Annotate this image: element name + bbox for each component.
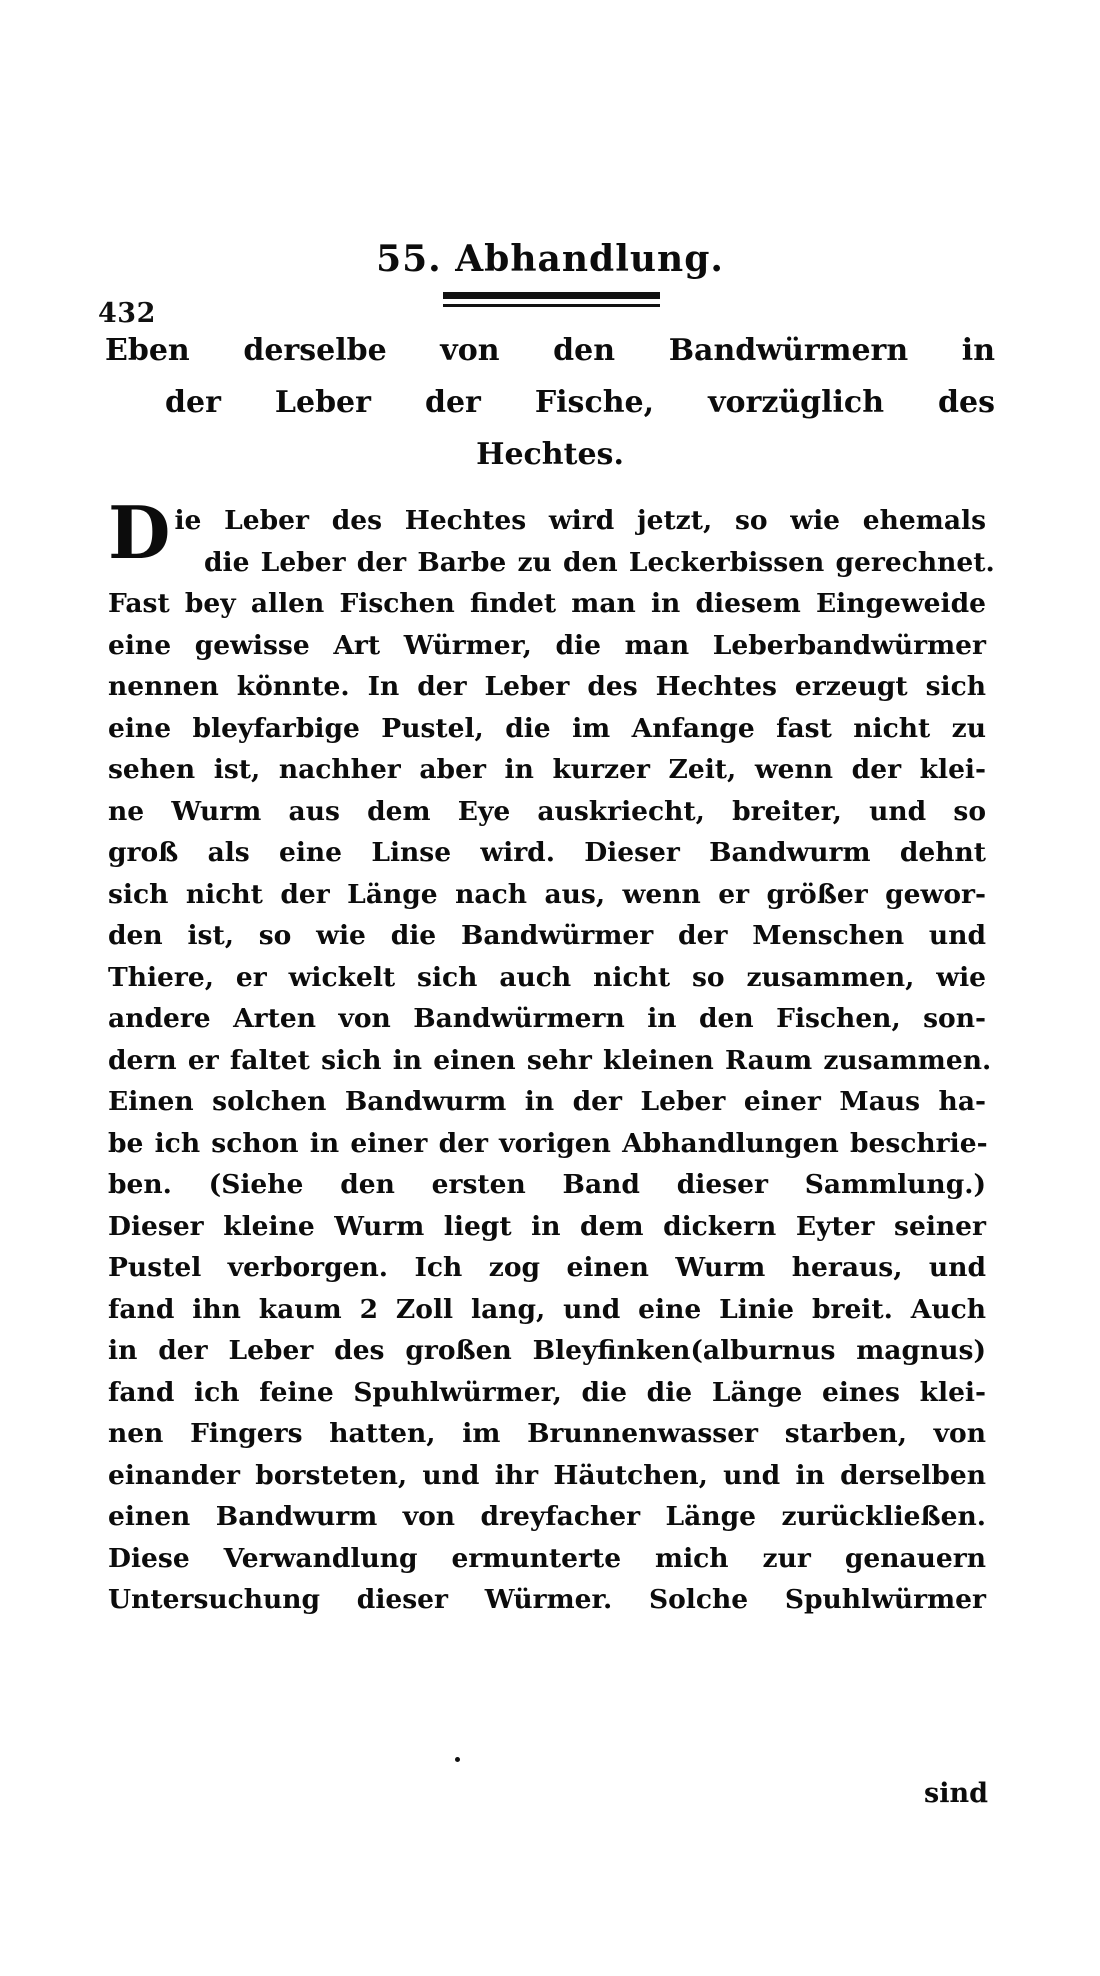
- page-number: 432: [98, 298, 156, 329]
- body-line: ne Wurm aus dem Eye auskriecht, breiter, und so: [108, 795, 986, 827]
- body-line: den ist, so wie die Bandwürmer der Menschen und: [108, 920, 986, 951]
- subtitle-line: Eben derselbe von den Bandwürmern in: [105, 333, 995, 368]
- header-rule-thick: [443, 292, 660, 299]
- stray-period-mark: [455, 1757, 460, 1762]
- subtitle-line: der Leber der Fische, vorzüglich des: [165, 385, 995, 420]
- body-line: be ich schon in einer der vorigen Abhandlungen beschrie-: [108, 1127, 988, 1159]
- header-rule-thin: [443, 304, 660, 307]
- body-line: dern er faltet sich in einen sehr kleinen Raum zusammen.: [108, 1044, 992, 1076]
- body-line: Untersuchung dieser Würmer. Solche Spuhlwürmer: [108, 1584, 986, 1615]
- body-line: fand ihn kaum 2 Zoll lang, und eine Linie breit. Auch: [108, 1293, 986, 1325]
- subtitle-line: Hechtes.: [476, 437, 624, 472]
- body-line: Fast bey allen Fischen findet man in diesem Eingeweide: [108, 588, 986, 619]
- body-line: sich nicht der Länge nach aus, wenn er größer gewor-: [108, 878, 986, 910]
- body-line: ie Leber des Hechtes wird jetzt, so wie ehemals: [174, 505, 986, 536]
- body-line: Einen solchen Bandwurm in der Leber einer Maus ha-: [108, 1086, 986, 1117]
- body-line: sehen ist, nachher aber in kurzer Zeit, wenn der klei-: [108, 754, 986, 785]
- body-line: eine bleyfarbige Pustel, die im Anfange fast nicht zu: [108, 712, 986, 744]
- body-line: Pustel verborgen. Ich zog einen Wurm heraus, und: [108, 1252, 986, 1283]
- body-line: Diese Verwandlung ermunterte mich zur genauern: [108, 1542, 986, 1574]
- body-text: [108, 490, 995, 1621]
- body-line: nennen könnte. In der Leber des Hechtes erzeugt sich: [108, 671, 986, 702]
- header-rule: [443, 292, 660, 307]
- body-line: die Leber der Barbe zu den Leckerbissen gerechnet.: [204, 546, 995, 578]
- body-line: fand ich feine Spuhlwürmer, die die Länge eines klei-: [108, 1376, 986, 1408]
- body-line: einen Bandwurm von dreyfacher Länge zurückließen.: [108, 1501, 986, 1532]
- body-line: ben. (Siehe den ersten Band dieser Sammlung.): [108, 1169, 986, 1200]
- body-line: Dieser kleine Wurm liegt in dem dickern Eyter seiner: [108, 1210, 986, 1242]
- body-line: in der Leber des großen Bleyfinken(alburnus magnus): [108, 1335, 986, 1366]
- body-line: eine gewisse Art Würmer, die man Leberbandwürmer: [108, 629, 986, 661]
- body-line: Thiere, er wickelt sich auch nicht so zusammen, wie: [108, 961, 986, 993]
- chapter-title: [0, 238, 1100, 280]
- drop-cap: D: [108, 490, 171, 575]
- body-line: groß als eine Linse wird. Dieser Bandwurm dehnt: [108, 837, 986, 868]
- body-line: andere Arten von Bandwürmern in den Fischen, son-: [108, 1003, 986, 1034]
- section-subtitle: [105, 325, 995, 481]
- catchword: sind: [924, 1778, 988, 1809]
- chapter-number: 55.: [376, 238, 442, 280]
- body-line: einander borsteten, und ihr Häutchen, und in derselben: [108, 1459, 986, 1491]
- body-line: nen Fingers hatten, im Brunnenwasser starben, von: [108, 1418, 986, 1449]
- chapter-word: Abhandlung.: [455, 238, 724, 280]
